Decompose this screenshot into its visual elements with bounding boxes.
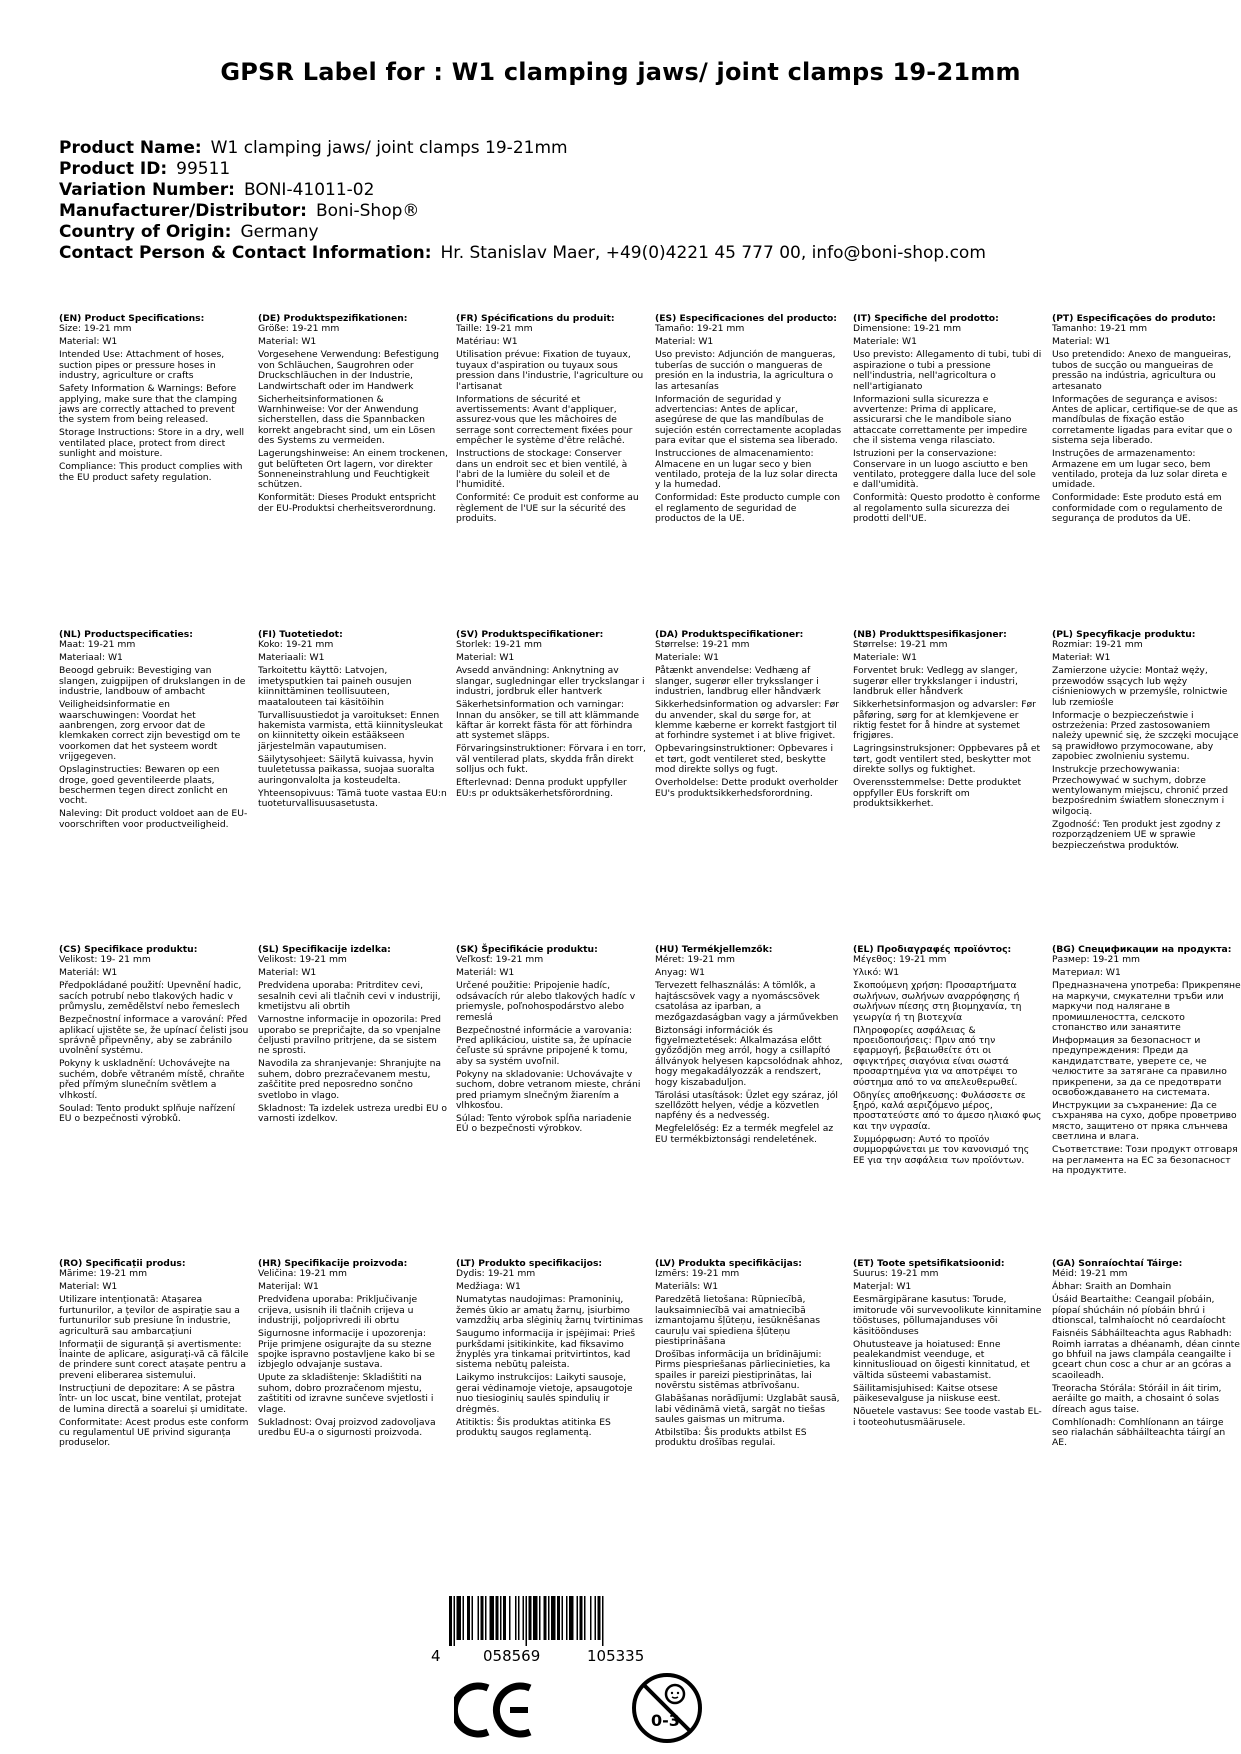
spec-line: Sigurnosne informacije i upozorenja: Prije primjene osigurajte da su stezne spojke ispravno postavljene kako bi se izbjeglo odvajanje sustava. [258,1328,435,1371]
spec-line: Instrucciones de almacenamiento: Almacene en un lugar seco y bien ventilado, proteja de la luz solar directa y la humedad. [655,448,838,491]
spec-heading: (PT) Especificações do produto: [1052,313,1216,324]
spec-line: Anyag: W1 [655,967,705,979]
spec-line: Uso previsto: Adjunción de mangueras, tuberías de succión o mangueras de presión en la industria, la agricultura o las artesanías [655,349,836,392]
spec-line: Tervezett felhasználás: A tömlők, a hajtáscsövek vagy a nyomáscsövek csatolása az iparban, a mezőgazdaságban vagy a járművekben [655,980,839,1023]
spec-block [258,314,448,517]
spec-line: Safety Information & Warnings: Before applying, make sure that the clamping jaws are correctly attached to prevent the system from being released. [59,383,238,426]
barcode-bar [566,1596,568,1640]
spec-line: Turvallisuustiedot ja varoitukset: Ennen hakemista varmista, että kiinnitysleukat on kiinnitetty oikein estääkseen järjestelmän vapautumisen. [258,709,443,752]
barcode-bar [500,1596,502,1640]
barcode-bar [557,1596,560,1640]
spec-line: Tárolási utasítások: Üzlet egy száraz, jól szellőzött helyen, védje a közvetlen napfény és a nedvesség. [655,1089,838,1122]
spec-line: Compliance: This product complies with the EU product safety regulation. [59,461,243,483]
spec-line: Megfelelőség: Ez a termék megfelel az EU termékbiztonsági rendeletének. [655,1123,834,1145]
spec-line: Saugumo informacija ir įspėjimai: Prieš purkšdami įsitikinkite, kad fiksavimo žnyplės yra tinkamai pritvirtintos, kad sistema nebūtų paleista. [456,1328,636,1371]
barcode-bar [562,1596,564,1640]
spec-line: Material: W1 [1052,336,1111,348]
spec-heading: (RO) Specificații produs: [59,1258,186,1269]
barcode-bar [515,1596,517,1640]
spec-line: Størrelse: 19-21 mm [853,639,948,651]
spec-line: Méret: 19-21 mm [655,954,735,966]
spec-heading: (FR) Spécifications du produit: [456,313,615,324]
spec-block [1052,630,1241,854]
info-value: W1 clamping jaws/ joint clamps 19-21mm [210,138,568,158]
barcode-digits-right: 105335 [587,1647,645,1665]
spec-line: Avsedd användning: Anknytning av slangar, sugledningar eller tryckslangar i industri, jordbruk eller hantverk [456,665,645,698]
spec-heading: (IT) Specifiche del prodotto: [853,313,999,324]
spec-heading: (DE) Produktspezifikationen: [258,313,408,324]
spec-line: Información de seguridad y advertencias: Antes de aplicar, asegúrese de que las mandíbulas de sujeción estén correctamente acopladas para evitar que el sistema sea liberado. [655,393,842,447]
spec-line: Μέγεθος: 19-21 mm [853,954,947,966]
spec-block [59,630,249,833]
info-key: Contact Person & Contact Information: [59,243,432,263]
spec-line: Material: W1 [456,652,515,664]
spec-block [258,630,448,812]
info-row [59,243,986,264]
spec-line: Laikymo instrukcijos: Laikyti sausoje, gerai vėdinamoje vietoje, apsaugotoje nuo tiesioginių saulės spindulių ir drėgmės. [456,1372,633,1415]
spec-line: Koko: 19-21 mm [258,639,334,651]
spec-line: Zamierzone użycie: Montaż węży, przewodów ssących lub węży ciśnieniowych w przemyśle, rolnictwie lub rzemiośle [1052,665,1228,708]
spec-line: Matériau: W1 [456,336,518,348]
product-info [59,138,986,264]
spec-line: Intended Use: Attachment of hoses, suction pipes or pressure hoses in industry, agriculture or crafts [59,349,225,382]
page-title: GPSR Label for : W1 clamping jaws/ joint clamps 19-21mm [220,58,1021,86]
spec-line: Предназначена употреба: Прикрепяне на маркучи, смукателни тръби или маркучи под налягане в промишлеността, селското стопанство или занаятите [1052,980,1241,1034]
spec-heading: (EL) Προδιαγραφές προϊόντος: [853,944,1012,955]
spec-line: Påtænkt anvendelse: Vedhæng af slanger, sugerør eller tryksslanger i industrien, landbrug eller håndværk [655,665,821,698]
spec-line: Instrukcje przechowywania: Przechowywać w suchym, dobrze wentylowanym miejscu, chronić przed bezpośrednim światłem słonecznym i wilgocią. [1052,764,1229,817]
spec-line: Размер: 19-21 mm [1052,954,1141,966]
barcode-bar [457,1596,462,1640]
spec-line: Biztonsági információk és figyelmeztetések: Alkalmazása előtt győződjön meg arról, hogy a csillapító állványok helyesen kapcsolódnak ahhoz, hogy megakadályozzák a rendszert, hogy kiszabaduljon. [655,1024,843,1088]
barcode-bar [523,1596,525,1640]
spec-line: Veľkosť: 19-21 mm [456,954,544,966]
spec-line: Navodila za shranjevanje: Shranjujte na suhem, dobro prezračevanem mestu, zaščitite pred neposredno sončno svetlobo in vlago. [258,1058,442,1101]
spec-line: Drošības informācija un brīdinājumi: Pirms piespriešanas pārliecinieties, ka spailes ir pareizi piestiprinātas, lai novērstu sistēmas atbrīvošanu. [655,1349,831,1392]
spec-block [853,1259,1043,1431]
spec-line: Инструкции за съхранение: Да се съхранява на сухо, добре проветриво място, защитено от пряка слънчева светлина и влага. [1052,1100,1237,1143]
spec-line: Méid: 19-21 mm [1052,1268,1128,1280]
barcode-digit-first: 4 [431,1647,441,1665]
spec-block [853,945,1043,1169]
barcode-bar [485,1596,487,1640]
spec-line: Förvaringsinstruktioner: Förvara i en torr, väl ventilerad plats, skydda från direkt solljus och fukt. [456,743,646,776]
barcode-bar [503,1596,506,1640]
spec-heading: (GA) Sonraíochtaí Táirge: [1052,1258,1183,1269]
info-value: Hr. Stanislav Maer, +49(0)4221 45 777 00, info@boni-shop.com [440,243,986,263]
barcode-bar [478,1596,480,1640]
spec-line: Comhlíonadh: Comhlíonann an táirge seo rialachán sábháilteachta táirgí an AE. [1052,1416,1226,1449]
spec-line: Naleving: Dit product voldoet aan de EU-voorschriften voor productveiligheid. [59,808,248,830]
barcode-bar [533,1596,538,1640]
spec-block [456,945,646,1137]
spec-block [655,314,845,527]
spec-line: Tarkoitettu käyttö: Latvojen, imetysputkien tai paineh ousujen kiinnittäminen teollisuuteen, maatalouteen tai käsitöihin [258,665,412,708]
spec-heading: (LV) Produkta specifikācijas: [655,1258,802,1269]
spec-heading: (LT) Produkto specifikacijos: [456,1258,603,1269]
spec-line: Izmērs: 19-21 mm [655,1268,740,1280]
spec-block [853,314,1043,527]
ean-barcode [431,1596,661,1665]
barcode-bar [602,1596,604,1646]
barcode-bar [544,1596,547,1640]
spec-heading: (EN) Product Specifications: [59,313,205,324]
spec-line: Materiál: W1 [456,967,515,979]
spec-line: Istruzioni per la conservazione: Conservare in un luogo asciutto e ben ventilato, proteggere dalla luce del sole e dall'umidità. [853,448,1036,491]
info-key: Product ID: [59,159,168,179]
spec-line: Bezpečnostní informace a varování: Před aplikací ujistěte se, že upínací čelisti jsou správně připevněny, aby se zabránilo uvolnění systému. [59,1014,249,1057]
spec-heading: (DA) Produktspecifikationer: [655,629,804,640]
spec-line: Rozmiar: 19-21 mm [1052,639,1143,651]
spec-heading: (BG) Спецификации на продукта: [1052,944,1232,955]
spec-line: Glabāšanas norādījumi: Uzglabāt sausā, labi vēdināmā vietā, sargāt no tiešas saules gaismas un mitruma. [655,1393,840,1426]
spec-block [655,630,845,802]
spec-line: Size: 19-21 mm [59,323,132,335]
info-value: Boni-Shop® [315,201,420,221]
spec-line: Materjal: W1 [853,1281,912,1293]
barcode-bar [584,1596,586,1640]
spec-line: Opbevaringsinstruktioner: Opbevares i et tørt, godt ventileret sted, beskytte mod direkte sollys og fugt. [655,743,834,776]
spec-heading: (NL) Productspecificaties: [59,629,193,640]
barcode-bar [481,1596,484,1640]
info-row [59,159,986,180]
spec-line: Eesmärgipärane kasutus: Torude, imitorude või survevoolikute kinnitamine tööstuses, põllumajanduses või käsitöönduses [853,1294,1042,1337]
spec-block [1052,945,1241,1179]
spec-heading: (HU) Termékjellemzők: [655,944,773,955]
spec-line: Materiał: W1 [1052,652,1111,664]
spec-line: Materiale: W1 [655,652,719,664]
spec-line: Størrelse: 19-21 mm [655,639,750,651]
spec-line: Taille: 19-21 mm [456,323,533,335]
spec-line: Tamaño: 19-21 mm [655,323,745,335]
spec-line: Forventet bruk: Vedlegg av slanger, sugerør eller trykkslanger i industri, landbruk eller håndverk [853,665,1018,698]
spec-heading: (SV) Produktspecifikationer: [456,629,604,640]
spec-line: Utilisation prévue: Fixation de tuyaux, tuyaux d'aspiration ou tuyaux sous pression dans l'industrie, l'agriculture ou l'artisanat [456,349,644,392]
spec-block [258,945,448,1127]
spec-line: Faisnéis Sábháilteachta agus Rabhadh: Roimh iarratas a dhéanamh, déan cinnte go bhfuil na jaws clampála ceangailte i gceart chun cosc a chur ar an gcóras a scaoileadh. [1052,1328,1240,1381]
info-key: Variation Number: [59,180,235,200]
spec-block [59,1259,249,1451]
spec-line: Υλικό: W1 [853,967,900,979]
spec-block [456,1259,646,1441]
spec-block [59,945,249,1127]
spec-line: Informazioni sulla sicurezza e avvertenze: Prima di applicare, assicurarsi che le mandibole siano attaccate correttamente per impedire che il sistema venga rilasciato. [853,393,1028,447]
barcode-bar [577,1596,579,1640]
info-value: Germany [240,222,319,242]
spec-line: Velikost: 19-21 mm [258,954,347,966]
spec-line: Sikkerhedsinformation og advarsler: Før du anvender, skal du sørge for, at klemme kæberne er korrekt fastgjort til at forhindre systemet i at blive frigivet. [655,699,839,742]
spec-line: Storage Instructions: Store in a dry, well ventilated place, protect from direct sunlight and moisture. [59,427,245,460]
spec-line: Overholdelse: Dette produkt overholder EU's produktsikkerhedsforordning. [655,777,839,799]
spec-line: Säilitamisjuhised: Kaitse otsese päikesevalguse ja niiskuse eest. [853,1382,1001,1405]
spec-line: Conformità: Questo prodotto è conforme al regolamento sulla sicurezza dei prodotti dell'UE. [853,492,1041,525]
spec-line: Bezpečnostné informácie a varovania: Pred aplikáciou, uistite sa, že upínacie čeľuste sú správne pripojené k tomu, aby sa systém uvoľnil. [456,1024,633,1067]
spec-line: Nõuetele vastavus: See toode vastab EL-i tooteohutusmäärusele. [853,1406,1042,1428]
spec-line: Материал: W1 [1052,967,1121,979]
spec-line: Größe: 19-21 mm [258,323,340,335]
spec-line: Predviđena uporaba: Priključivanje crijeva, usisnih ili tlačnih crijeva u industriji, poljoprivredi ili obrtu [258,1294,418,1327]
spec-line: Sicherheitsinformationen & Warnhinweise: Vor der Anwendung sicherstellen, dass die Spannbacken korrekt angebracht sind, um ein Lösen des Systems zu vermeiden. [258,393,436,447]
barcode-bar [598,1596,601,1640]
barcode-bar [595,1596,597,1640]
spec-line: Informații de siguranță și avertismente: Înainte de aplicare, asigurați-vă că fălcile de prindere sunt corect atașate pentru a preveni eliberarea sistemului. [59,1338,249,1381]
barcode-bar [569,1596,574,1640]
spec-line: Πληροφορίες ασφάλειας & προειδοποιήσεις: Πριν από την εφαρμογή, βεβαιωθείτε ότι οι σφιγκτήρες σιαγόνια είναι σωστά προσαρτημένα για να αποτρέψει το σύστημα από το να απελευθερωθεί. [853,1024,1018,1088]
spec-line: Material: W1 [655,336,714,348]
spec-line: Instructions de stockage: Conserver dans un endroit sec et bien ventilé, à l'abri de la lumière du soleil et de l'humidité. [456,448,628,491]
spec-line: Treoracha Stórála: Stóráil in áit tirim, aeráilte go maith, a chosaint ó solas díreach agus taise. [1052,1382,1222,1415]
spec-line: Lagringsinstruksjoner: Oppbevares på et tørt, godt ventilert sted, beskytter mot direkte sollys og fuktighet. [853,743,1041,776]
age-warning-icon [629,1670,705,1750]
spec-line: Säilytysohjeet: Säilytä kuivassa, hyvin tuuletetussa paikassa, suojaa suoralta auringonvalolta ja kosteudelta. [258,753,435,786]
spec-line: Overensstemmelse: Dette produktet oppfyller EUs forskrift om produktsikkerhet. [853,777,1022,810]
spec-line: Съответствие: Този продукт отговаря на регламента на ЕС за безопасност на продуктите. [1052,1144,1238,1177]
spec-line: Určené použitie: Pripojenie hadíc, odsávacích rúr alebo tlakových hadíc v priemysle, poľnohospodárstvo alebo remeslá [456,980,636,1023]
spec-line: Dimensione: 19-21 mm [853,323,962,335]
spec-line: Informations de sécurité et avertissements: Avant d'appliquer, assurez-vous que les mâchoires de serrage sont correctement fixées pour empêcher le système d'être relâché. [456,393,633,447]
spec-block [59,314,249,486]
spec-line: Numatytas naudojimas: Pramoninių, žemės ūkio ar amatų žarnų, įsiurbimo vamzdžių arba slėginių žarnų tvirtinimas [456,1294,643,1327]
spec-heading: (NB) Produkttspesifikasjoner: [853,629,1007,640]
spec-line: Materiale: W1 [853,336,917,348]
info-row [59,201,986,222]
barcode-bar [467,1596,470,1640]
spec-block [1052,314,1241,527]
spec-line: Material: W1 [258,336,317,348]
spec-line: Mărime: 19-21 mm [59,1268,148,1280]
spec-line: Material: W1 [59,1281,118,1293]
spec-heading: (PL) Specyfikacje produktu: [1052,629,1196,640]
spec-line: Předpokládané použití: Upevnění hadic, sacích potrubí nebo tlakových hadic v průmyslu, zemědělství nebo řemeslech [59,980,242,1013]
spec-line: Konformität: Dieses Produkt entspricht der EU-Produktsi cherheitsverordnung. [258,492,436,514]
spec-heading: (ES) Especificaciones del producto: [655,313,837,324]
spec-line: Informacje o bezpieczeństwie i ostrzeżenia: Przed zastosowaniem należy upewnić się, że szczęki mocujące są prawidłowo przymocowane, aby zapobiec zwolnieniu systemu. [1052,709,1239,763]
info-row [59,138,986,159]
info-value: BONI-41011-02 [243,180,375,200]
spec-block [655,945,845,1148]
spec-line: Súlad: Tento výrobok spĺňa nariadenie EÚ o bezpečnosti výrobkov. [456,1113,632,1135]
barcode-bars [441,1596,661,1646]
barcode-bar [580,1596,583,1640]
barcode-bar [551,1596,556,1640]
barcode-bar [518,1596,520,1640]
age-warning-label: 0-3 [651,1711,680,1730]
spec-line: Materiāls: W1 [655,1281,719,1293]
spec-heading: (ET) Toote spetsifikatsioonid: [853,1258,1005,1269]
barcode-bar [449,1596,452,1646]
spec-line: Varnostne informacije in opozorila: Pred uporabo se prepričajte, da so vpenjalne čeljusti pravilno pritrjene, da se sistem ne sprosti. [258,1014,441,1057]
barcode-bar [509,1596,511,1640]
spec-line: Soulad: Tento produkt splňuje nařízení EU o bezpečnosti výrobků. [59,1102,236,1125]
spec-block [1052,1259,1241,1451]
spec-heading: (HR) Specifikacije proizvoda: [258,1258,408,1269]
spec-line: Conformitate: Acest produs este conform cu regulamentul UE privind siguranța produselor. [59,1416,249,1449]
spec-line: Sukladnost: Ovaj proizvod zadovoljava uredbu EU-a o sigurnosti proizvoda. [258,1416,436,1439]
spec-line: Materiaal: W1 [59,652,123,664]
barcode-bar [463,1596,465,1640]
spec-line: Информация за безопасност и предупреждения: Преди да кандидатствате, уверете се, че челюстите за затягане са правилно прикрепени, за да се предотврати освобождаването на системата. [1052,1035,1227,1099]
info-row [59,222,986,243]
barcode-bar [472,1596,474,1640]
spec-line: Informações de segurança e avisos: Antes de aplicar, certifique-se de que as mandíbulas de fixação estão corretamente ligadas para evitar que o sistema seja liberado. [1052,393,1238,447]
spec-line: Material: W1 [59,336,118,348]
spec-line: Úsáid Beartaithe: Ceangail píobáin, píopaí shúcháin nó píobáin bhrú i dtionscal, talmhaíocht nó ceardaíocht [1052,1294,1226,1327]
barcode-bar [454,1596,456,1646]
spec-line: Predvidena uporaba: Pritrditev cevi, sesalnih cevi ali tlačnih cevi v industriji, kmetijstvu ali obrtih [258,980,441,1013]
spec-line: Materiale: W1 [853,652,917,664]
barcode-bar [590,1596,592,1640]
spec-block [456,314,646,527]
spec-heading: (SK) Špecifikácie produktu: [456,944,598,955]
spec-block [853,630,1043,812]
spec-line: Medžiaga: W1 [456,1281,521,1293]
spec-heading: (CS) Specifikace produktu: [59,944,198,955]
spec-line: Conformidade: Este produto está em conformidade com o regulamento de segurança de produtos da UE. [1052,492,1223,525]
spec-line: Συμμόρφωση: Αυτό το προϊόν συμμορφώνεται με τον κανονισμό της ΕΕ για την ασφάλεια των προϊόντων. [853,1133,1030,1166]
spec-line: Instrucțiuni de depozitare: A se păstra într- un loc uscat, bine ventilat, protejat de lumina directă a soarelui și umiditate. [59,1382,248,1415]
info-key: Manufacturer/Distributor: [59,201,307,221]
barcode-bar [496,1596,499,1640]
spec-line: Säkerhetsinformation och varningar: Innan du ansöker, se till att klämmande käftar är korrekt fästa för att förhindra att systemet släpps. [456,699,640,742]
spec-line: Storlek: 19-21 mm [456,639,542,651]
spec-line: Veiligheidsinformatie en waarschuwingen: Voordat het aanbrengen, zorg ervoor dat de klemkaken correct zijn bevestigd om te voorkomen dat het systeem wordt vrijgegeven. [59,699,241,763]
spec-block [456,630,646,802]
ce-mark-icon [454,1682,534,1742]
spec-block [655,1259,845,1451]
info-key: Country of Origin: [59,222,232,242]
spec-line: Dydis: 19-21 mm [456,1268,536,1280]
spec-line: Uso pretendido: Anexo de mangueiras, tubos de sucção ou mangueiras de pressão na indústria, agricultura ou artesanato [1052,349,1232,392]
spec-line: Zgodność: Ten produkt jest zgodny z rozporządzeniem UE w sprawie bezpieczeństwa produktów. [1052,818,1221,851]
spec-line: Material: W1 [258,967,317,979]
spec-line: Atbilstība: Šis produkts atbilst ES produktu drošības regulai. [655,1427,807,1449]
barcode-bar [539,1596,541,1640]
info-value: 99511 [176,159,231,179]
spec-line: Sikkerhetsinformasjon og advarsler: Før påføring, sørg for at klemkjevene er riktig festet for å hindre at systemet frigjøres. [853,699,1036,742]
spec-line: Uso previsto: Allegamento di tubi, tubi di aspirazione o tubi a pressione nell'industria, nell'agricoltura o nell'artigianato [853,349,1042,392]
barcode-bar [490,1596,495,1640]
spec-line: Pokyny na skladovanie: Uchovávajte v suchom, dobre vetranom mieste, chráni pred priamym slnečným žiarením a vlhkosťou. [456,1068,641,1112]
spec-heading: (FI) Tuotetiedot: [258,629,343,640]
barcode-bar [526,1596,528,1646]
spec-line: Ohutusteave ja hoiatused: Enne pealekandmist veenduge, et kinnitusliouad on õigesti kinnitatud, et vältida süsteemi vabastamist. [853,1338,1030,1381]
spec-line: Lagerungshinweise: An einem trockenen, gut belüfteten Ort lagern, vor direkter Sonneneinstrahlung und Feuchtigkeit schützen. [258,448,448,491]
barcode-digits-left: 058569 [483,1647,541,1665]
spec-line: Yhteensopivuus: Tämä tuote vastaa EU:n tuoteturvallisuusasetusta. [258,787,447,810]
spec-line: Οδηγίες αποθήκευσης: Φυλάσσετε σε ξηρό, καλά αεριζόμενο μέρος, προστατεύστε από το άμεσο ηλιακό φως και την υγρασία. [853,1089,1042,1132]
spec-line: Materiaali: W1 [258,652,325,664]
spec-line: Conformidad: Este producto cumple con el reglamento de seguridad de productos de la UE. [655,492,841,525]
spec-line: Velikost: 19- 21 mm [59,954,151,966]
spec-line: Beoogd gebruik: Bevestiging van slangen, zuigpijpen of drukslangen in de industrie, landbouw of ambacht [59,665,246,698]
spec-block [258,1259,448,1441]
spec-line: Utilizare intenționată: Atașarea furtunurilor, a țevilor de aspirație sau a furtunurilor sub presiune în industrie, agricultură sau ambarcațiuni [59,1294,240,1337]
barcode-bar [548,1596,550,1640]
spec-line: Σκοπούμενη χρήση: Προσαρτήματα σωλήνων, σωλήνων αναρρόφησης ή σωλήνων πίεσης στη βιομηχανία, τη γεωργία ή τη βιοτεχνία [853,980,1022,1023]
spec-line: Tamanho: 19-21 mm [1052,323,1148,335]
spec-line: Suurus: 19-21 mm [853,1268,939,1280]
spec-line: Ábhar: Sraith an Domhain [1052,1281,1172,1293]
spec-line: Efterlevnad: Denna produkt uppfyller EU:s pr oduktsäkerhetsförordning. [456,777,627,799]
spec-line: Instruções de armazenamento: Armazene em um lugar seco, bem ventilado, proteja da luz solar direta e umidade. [1052,448,1228,491]
spec-line: Maat: 19-21 mm [59,639,136,651]
info-row [59,180,986,201]
barcode-bar [529,1596,532,1640]
spec-line: Pokyny k uskladnění: Uchovávejte na suchém, dobře větraném místě, chraňte před přímým slunečním světlem a vlhkostí. [59,1058,245,1101]
spec-line: Paredzētā lietošana: Rūpniecībā, lauksaimniecībā vai amatniecībā izmantojamu šļūteņu, iesūknēšanas cauruļu vai spiediena šļūteņu piestiprināšana [655,1294,821,1348]
spec-line: Vorgesehene Verwendung: Befestigung von Schläuchen, Saugrohren oder Druckschläuchen in der Industrie, Landwirtschaft oder im Handwerk [258,349,440,392]
spec-line: Skladnost: Ta izdelek ustreza uredbi EU o varnosti izdelkov. [258,1102,448,1125]
spec-line: Conformité: Ce produit est conforme au règlement de l'UE sur la sécurité des produits. [456,492,639,525]
spec-line: Upute za skladištenje: Skladištiti na suhom, dobro prozračenom mjestu, zaštititi od izravne sunčeve svjetlosti i vlage. [258,1372,434,1415]
spec-line: Atitiktis: Šis produktas atitinka ES produktų saugos reglamentą. [456,1416,611,1439]
spec-line: Veličina: 19-21 mm [258,1268,347,1280]
info-key: Product Name: [59,138,202,158]
spec-line: Materijal: W1 [258,1281,319,1293]
spec-line: Opslaginstructies: Bewaren op een droge, goed geventileerde plaats, beschermen tegen direct zonlicht en vocht. [59,764,228,807]
spec-heading: (SL) Specifikacije izdelka: [258,944,391,955]
spec-line: Materiál: W1 [59,967,118,979]
